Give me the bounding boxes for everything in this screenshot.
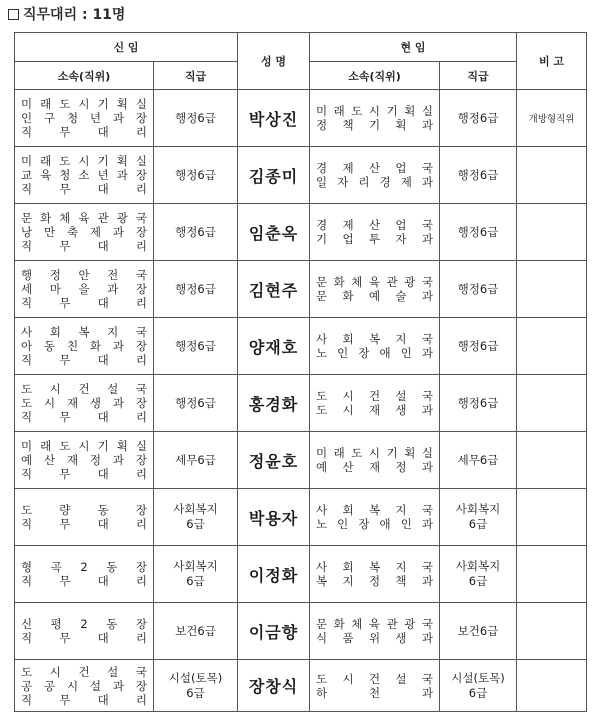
new-dept-cell-line: 직 무 대 리 xyxy=(21,125,147,139)
title-text: 직무대리 : 11명 xyxy=(23,7,126,23)
current-dept-cell-line: 도 시 재 생 과 xyxy=(316,403,433,417)
table-row xyxy=(15,375,587,432)
current-grade-cell: 행정6급 xyxy=(440,204,517,261)
remarks-cell xyxy=(517,660,587,712)
current-dept-cell xyxy=(310,90,440,147)
current-dept-cell xyxy=(310,318,440,375)
new-grade-cell: 사회복지 6급 xyxy=(154,489,238,546)
current-grade-cell: 행정6급 xyxy=(440,147,517,204)
page-title xyxy=(8,4,125,24)
new-dept-cell xyxy=(15,147,154,204)
new-dept-cell-line: 형 곡 2 동 장 xyxy=(21,560,147,574)
new-dept-cell xyxy=(15,603,154,660)
remarks-cell xyxy=(517,261,587,318)
current-dept-cell xyxy=(310,204,440,261)
new-dept-cell-line: 미 래 도 시 기 획 실 xyxy=(21,439,147,453)
current-dept-cell-line: 일 자 리 경 제 과 xyxy=(316,175,433,189)
new-dept-cell xyxy=(15,660,154,712)
checkbox-square-icon xyxy=(8,9,19,20)
current-dept-cell-line: 사 회 복 지 국 xyxy=(316,560,433,574)
new-dept-cell-line: 직 무 대 리 xyxy=(21,296,147,310)
new-dept-cell-line: 도 시 재 생 과 장 xyxy=(21,396,147,410)
new-dept-cell-line: 문 화 체 육 관 광 국 xyxy=(21,211,147,225)
table-row xyxy=(15,90,587,147)
current-dept-cell xyxy=(310,660,440,712)
new-grade-cell: 사회복지 6급 xyxy=(154,546,238,603)
person-name: 장창식 xyxy=(238,660,310,712)
person-name: 박용자 xyxy=(238,489,310,546)
new-dept-cell-line: 미 래 도 시 기 획 실 xyxy=(21,154,147,168)
current-dept-cell-line: 예 산 재 정 과 xyxy=(316,460,433,474)
header-current-post: 현 임 xyxy=(310,33,517,62)
table-body xyxy=(15,90,587,712)
new-dept-cell-line: 교 육 청 소 년 과 장 xyxy=(21,168,147,182)
current-dept-cell-line: 하 천 과 xyxy=(316,685,433,700)
header-name: 성 명 xyxy=(238,33,310,90)
header-new-dept: 소속(직위) xyxy=(15,62,154,90)
header-remarks: 비 고 xyxy=(517,33,587,90)
current-dept-cell-line: 미 래 도 시 기 획 실 xyxy=(316,446,433,460)
person-name: 김현주 xyxy=(238,261,310,318)
new-dept-cell-line: 사 회 복 지 국 xyxy=(21,325,147,339)
remarks-cell xyxy=(517,204,587,261)
new-dept-cell xyxy=(15,432,154,489)
current-dept-cell-line: 기 업 투 자 과 xyxy=(316,232,433,246)
new-dept-cell xyxy=(15,204,154,261)
new-grade-cell: 행정6급 xyxy=(154,318,238,375)
new-dept-cell-line: 직 무 대 리 xyxy=(21,182,147,196)
header-current-dept: 소속(직위) xyxy=(310,62,440,90)
current-dept-cell-line: 사 회 복 지 국 xyxy=(316,332,433,346)
new-grade-cell: 행정6급 xyxy=(154,375,238,432)
remarks-cell xyxy=(517,318,587,375)
current-dept-cell-line: 노 인 장 애 인 과 xyxy=(316,517,433,531)
new-grade-cell: 보건6급 xyxy=(154,603,238,660)
current-grade-cell: 행정6급 xyxy=(440,375,517,432)
remarks-cell xyxy=(517,603,587,660)
header-new-grade: 직급 xyxy=(154,62,238,90)
table-row xyxy=(15,432,587,489)
person-name: 정윤호 xyxy=(238,432,310,489)
current-dept-cell-line: 문 화 예 술 과 xyxy=(316,289,433,303)
new-dept-cell-line: 직 무 대 리 xyxy=(21,517,147,531)
current-grade-cell: 행정6급 xyxy=(440,318,517,375)
new-dept-cell-line: 직 무 대 리 xyxy=(21,467,147,481)
new-dept-cell xyxy=(15,375,154,432)
new-dept-cell-line: 도 시 건 설 국 xyxy=(21,664,147,679)
person-name: 박상진 xyxy=(238,90,310,147)
new-grade-cell: 시설(토목) 6급 xyxy=(154,660,238,712)
remarks-cell xyxy=(517,432,587,489)
new-dept-cell xyxy=(15,489,154,546)
new-dept-cell-line: 인 구 청 년 과 장 xyxy=(21,111,147,125)
current-dept-cell-line: 식 품 위 생 과 xyxy=(316,631,433,645)
header-current-grade: 직급 xyxy=(440,62,517,90)
table-row xyxy=(15,489,587,546)
new-dept-cell-line: 아 동 친 화 과 장 xyxy=(21,339,147,353)
new-dept-cell-line: 직 무 대 리 xyxy=(21,353,147,367)
header-new-post: 신 임 xyxy=(15,33,238,62)
current-dept-cell-line: 경 제 산 업 국 xyxy=(316,218,433,232)
new-dept-cell-line: 도 시 건 설 국 xyxy=(21,382,147,396)
new-dept-cell-line: 신 평 2 동 장 xyxy=(21,617,147,631)
table-row xyxy=(15,204,587,261)
table-row xyxy=(15,546,587,603)
remarks-cell xyxy=(517,375,587,432)
new-grade-cell: 세무6급 xyxy=(154,432,238,489)
current-grade-cell: 사회복지 6급 xyxy=(440,489,517,546)
remarks-cell xyxy=(517,489,587,546)
current-dept-cell xyxy=(310,546,440,603)
new-grade-cell: 행정6급 xyxy=(154,204,238,261)
current-grade-cell: 사회복지 6급 xyxy=(440,546,517,603)
new-dept-cell-line: 직 무 대 리 xyxy=(21,631,147,645)
current-dept-cell-line: 사 회 복 지 국 xyxy=(316,503,433,517)
new-dept-cell-line: 낭 만 축 제 과 장 xyxy=(21,225,147,239)
new-dept-cell-line: 도 량 동 장 xyxy=(21,503,147,517)
new-dept-cell-line: 직 무 대 리 xyxy=(21,239,147,253)
new-dept-cell-line: 세 마 을 과 장 xyxy=(21,282,147,296)
current-dept-cell-line: 문 화 체 육 관 광 국 xyxy=(316,617,433,631)
current-dept-cell xyxy=(310,375,440,432)
table-row xyxy=(15,261,587,318)
new-dept-cell-line: 공 공 시 설 과 장 xyxy=(21,678,147,693)
new-dept-cell-line: 직 무 대 리 xyxy=(21,410,147,424)
current-dept-cell-line: 미 래 도 시 기 획 실 xyxy=(316,104,433,118)
current-grade-cell: 행정6급 xyxy=(440,261,517,318)
person-name: 김종미 xyxy=(238,147,310,204)
new-dept-cell-line: 직 무 대 리 xyxy=(21,692,147,707)
current-dept-cell xyxy=(310,261,440,318)
current-dept-cell-line: 노 인 장 애 인 과 xyxy=(316,346,433,360)
current-grade-cell: 행정6급 xyxy=(440,90,517,147)
person-name: 홍경화 xyxy=(238,375,310,432)
person-name: 이정화 xyxy=(238,546,310,603)
table-row xyxy=(15,318,587,375)
new-dept-cell-line: 직 무 대 리 xyxy=(21,574,147,588)
person-name: 이금향 xyxy=(238,603,310,660)
table-row xyxy=(15,603,587,660)
remarks-cell xyxy=(517,147,587,204)
current-dept-cell-line: 도 시 건 설 국 xyxy=(316,389,433,403)
remarks-cell: 개방형직위 xyxy=(517,90,587,147)
new-grade-cell: 행정6급 xyxy=(154,147,238,204)
table-row xyxy=(15,660,587,712)
new-dept-cell xyxy=(15,261,154,318)
current-grade-cell: 시설(토목) 6급 xyxy=(440,660,517,712)
current-dept-cell-line: 경 제 산 업 국 xyxy=(316,161,433,175)
new-dept-cell xyxy=(15,546,154,603)
new-dept-cell xyxy=(15,318,154,375)
new-dept-cell-line: 미 래 도 시 기 획 실 xyxy=(21,97,147,111)
current-dept-cell-line: 정 책 기 획 과 xyxy=(316,118,433,132)
person-name: 임춘옥 xyxy=(238,204,310,261)
new-dept-cell-line: 행 정 안 전 국 xyxy=(21,268,147,282)
current-dept-cell xyxy=(310,432,440,489)
remarks-cell xyxy=(517,546,587,603)
new-dept-cell xyxy=(15,90,154,147)
current-dept-cell-line: 도 시 건 설 국 xyxy=(316,671,433,686)
current-dept-cell-line: 문 화 체 육 관 광 국 xyxy=(316,275,433,289)
current-grade-cell: 세무6급 xyxy=(440,432,517,489)
table-row xyxy=(15,147,587,204)
new-grade-cell: 행정6급 xyxy=(154,261,238,318)
current-dept-cell xyxy=(310,603,440,660)
new-grade-cell: 행정6급 xyxy=(154,90,238,147)
current-dept-cell xyxy=(310,147,440,204)
new-dept-cell-line: 예 산 재 정 과 장 xyxy=(21,453,147,467)
current-grade-cell: 보건6급 xyxy=(440,603,517,660)
current-dept-cell xyxy=(310,489,440,546)
current-dept-cell-line: 복 지 정 책 과 xyxy=(316,574,433,588)
person-name: 양재호 xyxy=(238,318,310,375)
appointment-table xyxy=(14,32,587,712)
